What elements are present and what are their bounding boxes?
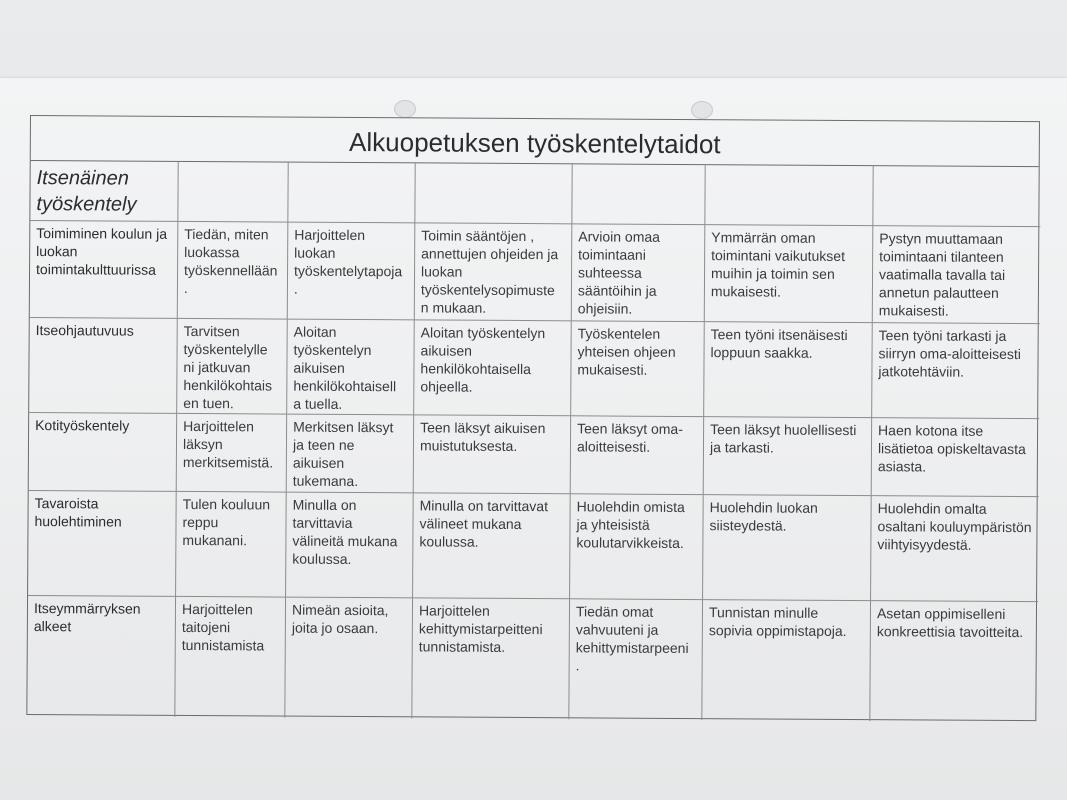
- row-label: Itseymmärryksen alkeet: [27, 596, 176, 717]
- empty-header-cell: [572, 164, 705, 225]
- row-label: Tavaroista huolehtiminen: [28, 491, 177, 597]
- table-cell: Asetan oppimiselleni konkreettisia tavoitteita.: [876, 605, 1024, 641]
- table-cell: Tiedän omat vahvuuteni ja kehittymistarpeeni .: [569, 599, 703, 720]
- table-cell: Huolehdin omalta osaltani kouluympäristön viihtyisyydestä.: [871, 496, 1039, 602]
- punch-hole: [394, 100, 416, 118]
- empty-header-cell: [873, 166, 1040, 227]
- table-cell: Pystyn muuttamaan toimintaani tilanteen vaatimalla tavalla tai annetun palautteen mukaisesti.: [873, 226, 1041, 324]
- section-heading: Itsenäinen työskentely: [30, 161, 178, 222]
- table-cell: Nimeän asioita, joita jo osaan.: [285, 598, 413, 719]
- row-label: Itseohjautuvuus: [29, 318, 178, 414]
- table-cell: Tunnistan minulle sopivia oppimistapoja.: [702, 600, 871, 721]
- empty-header-cell: [415, 163, 572, 224]
- table-cell: Huolehdin luokan siisteydestä.: [703, 495, 872, 601]
- table-grid: [27, 161, 1038, 722]
- empty-header-cell: [178, 162, 288, 223]
- empty-header-cell: [705, 165, 873, 226]
- table-cell: Ymmärrän oman toimintani vaikutukset muihin ja toimin sen mukaisesti.: [705, 225, 874, 323]
- punch-hole: [691, 101, 713, 119]
- table-cell: Työskentelen yhteisen ohjeen mukaisesti.: [571, 321, 705, 417]
- table-cell: Tiedän, miten luokassa työskennellään .: [178, 222, 289, 320]
- table-cell: Teen työni tarkasti ja siirryn oma-aloitteisesti jatkotehtäviin.: [872, 323, 1040, 419]
- table-cell: Harjoittelen kehittymistarpeitteni tunnistamista.: [412, 598, 570, 719]
- table-cell: Teen läksyt oma-aloitteisesti.: [571, 416, 704, 495]
- table-cell: Merkitsen läksyt ja teen ne aikuisen tukemana.: [287, 415, 414, 494]
- table-cell: Minulla on tarvittavia välineitä mukana koulussa.: [286, 493, 414, 599]
- skills-table: [26, 115, 1040, 721]
- table-cell: Harjoittelen läksyn merkitsemistä.: [177, 414, 287, 493]
- table-cell: Arvioin omaa toimintaani suhteessa sääntöihin ja ohjeisiin.: [572, 224, 706, 322]
- table-cell: Huolehdin omista ja yhteisistä koulutarvikkeista.: [570, 494, 704, 600]
- table-cell: Harjoittelen luokan työskentelytapoja .: [288, 223, 416, 321]
- row-label: Toimiminen koulun ja luokan toimintakulttuurissa: [30, 221, 179, 319]
- table-cell: Teen työni itsenäisesti loppuun saakka.: [704, 322, 873, 418]
- table-cell: Teen läksyt huolellisesti ja tarkasti.: [704, 417, 872, 496]
- table-title: Alkuopetuksen työskentelytaidot: [31, 116, 1039, 167]
- table-cell: Minulla on tarvittavat välineet mukana koulussa.: [413, 493, 571, 599]
- table-cell: Aloitan työskentelyn aikuisen henkilökohtaisella ohjeella.: [414, 320, 572, 416]
- empty-header-cell: [288, 163, 415, 224]
- table-cell: Aloitan työskentelyn aikuisen henkilökohtaisell a tuella.: [287, 320, 415, 416]
- table-cell: Tulen kouluun reppu mukanani.: [176, 492, 287, 598]
- table-cell: Teen läksyt aikuisen muistutuksesta.: [414, 415, 571, 494]
- table-cell: Haen kotona itse lisätietoa opiskeltavasta asiasta.: [872, 418, 1039, 497]
- table-cell: Tarvitsen työskentelylle ni jatkuvan henkilökohtais en tuen.: [177, 319, 288, 415]
- row-label: Kotityöskentely: [29, 413, 177, 492]
- table-cell: Harjoittelen taitojeni tunnistamista: [175, 597, 286, 718]
- table-cell: Toimin sääntöjen , annettujen ohjeiden ja luokan työskentelysopimuste n mukaan.: [415, 223, 573, 321]
